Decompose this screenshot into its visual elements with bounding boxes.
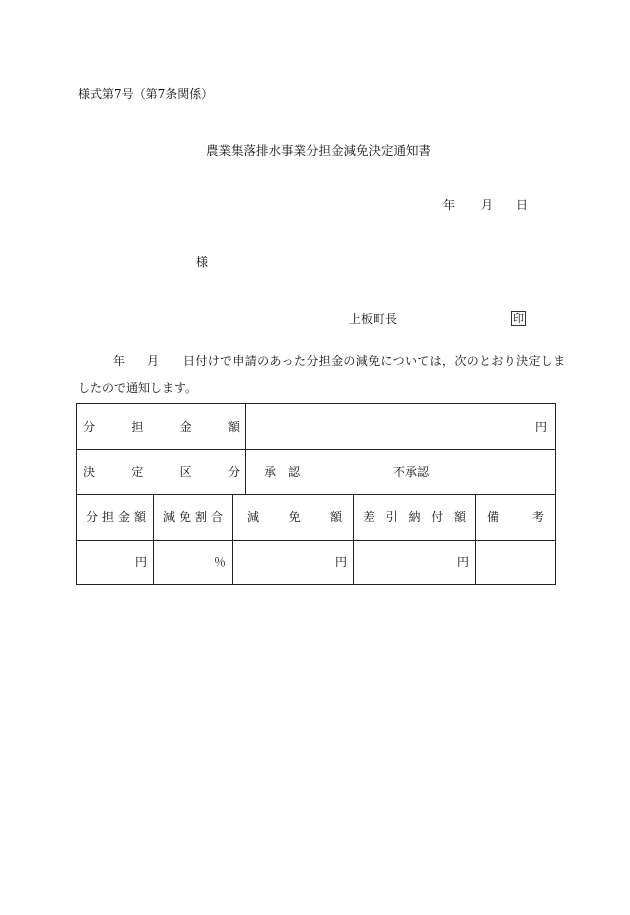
- option-reject-label: 不承認: [393, 464, 430, 479]
- header-char: 減: [163, 510, 176, 524]
- body-year-label: 年: [113, 354, 126, 368]
- header-char: 考: [531, 510, 544, 524]
- issuer-name: 上板町長: [349, 312, 398, 326]
- addressee-suffix: 様: [196, 255, 209, 269]
- form-number: 様式第7号（第7条関係）: [78, 87, 214, 101]
- body-text-line-1: 日付けで申請のあった分担金の減免については，次のとおり決定しま: [183, 354, 566, 368]
- header-char: 免: [288, 510, 301, 524]
- row-label-decision-category: [83, 449, 240, 494]
- yen-unit: 円: [334, 555, 347, 569]
- assessment-amount-cell[interactable]: [77, 540, 147, 584]
- header-char: 引: [385, 510, 398, 524]
- header-char: 分: [86, 510, 99, 524]
- header-char: 金: [117, 510, 130, 524]
- header-remarks: [487, 494, 544, 540]
- decision-table: [76, 403, 556, 585]
- body-text-line-2: したので通知します。: [78, 381, 198, 395]
- header-char: 差: [363, 510, 376, 524]
- header-assessment-amount: [86, 494, 146, 540]
- reduction-amount-cell[interactable]: [233, 540, 347, 584]
- label-char: 担: [131, 419, 144, 434]
- label-char: 決: [83, 464, 96, 479]
- remarks-cell[interactable]: [476, 540, 555, 584]
- header-char: 備: [487, 510, 500, 524]
- header-net-payment: [363, 494, 466, 540]
- header-char: 割: [194, 510, 207, 524]
- yen-unit: 円: [134, 555, 147, 569]
- header-char: 納: [408, 510, 421, 524]
- header-char: 額: [329, 510, 342, 524]
- label-char: 金: [179, 419, 192, 434]
- header-char: 合: [210, 510, 223, 524]
- yen-unit: 円: [456, 555, 469, 569]
- option-approve[interactable]: [264, 449, 344, 494]
- label-char: 区: [179, 464, 192, 479]
- percent-unit: ％: [213, 555, 226, 569]
- seal-mark: 印: [513, 312, 524, 325]
- label-char: 定: [131, 464, 144, 479]
- option-reject[interactable]: [393, 449, 473, 494]
- label-char: 額: [227, 419, 240, 434]
- document-title: 農業集落排水事業分担金減免決定通知書: [206, 143, 432, 158]
- date-year-label: 年: [443, 198, 456, 212]
- label-char: 分: [227, 464, 240, 479]
- row-label-assessment-amount: [83, 404, 240, 449]
- yen-unit: 円: [534, 419, 547, 434]
- option-approve-label: 承 認: [264, 464, 301, 479]
- header-char: 付: [431, 510, 444, 524]
- reduction-rate-cell[interactable]: [154, 540, 226, 584]
- label-char: 分: [83, 419, 96, 434]
- header-char: 額: [453, 510, 466, 524]
- body-month-label: 月: [147, 354, 160, 368]
- net-payment-cell[interactable]: [354, 540, 469, 584]
- header-char: 免: [178, 510, 191, 524]
- date-day-label: 日: [516, 198, 529, 212]
- header-char: 減: [247, 510, 260, 524]
- assessment-amount-field[interactable]: [245, 404, 547, 449]
- header-char: 額: [133, 510, 146, 524]
- date-month-label: 月: [481, 198, 494, 212]
- header-reduction-amount: [247, 494, 342, 540]
- header-char: 担: [101, 510, 114, 524]
- header-reduction-rate: [163, 494, 223, 540]
